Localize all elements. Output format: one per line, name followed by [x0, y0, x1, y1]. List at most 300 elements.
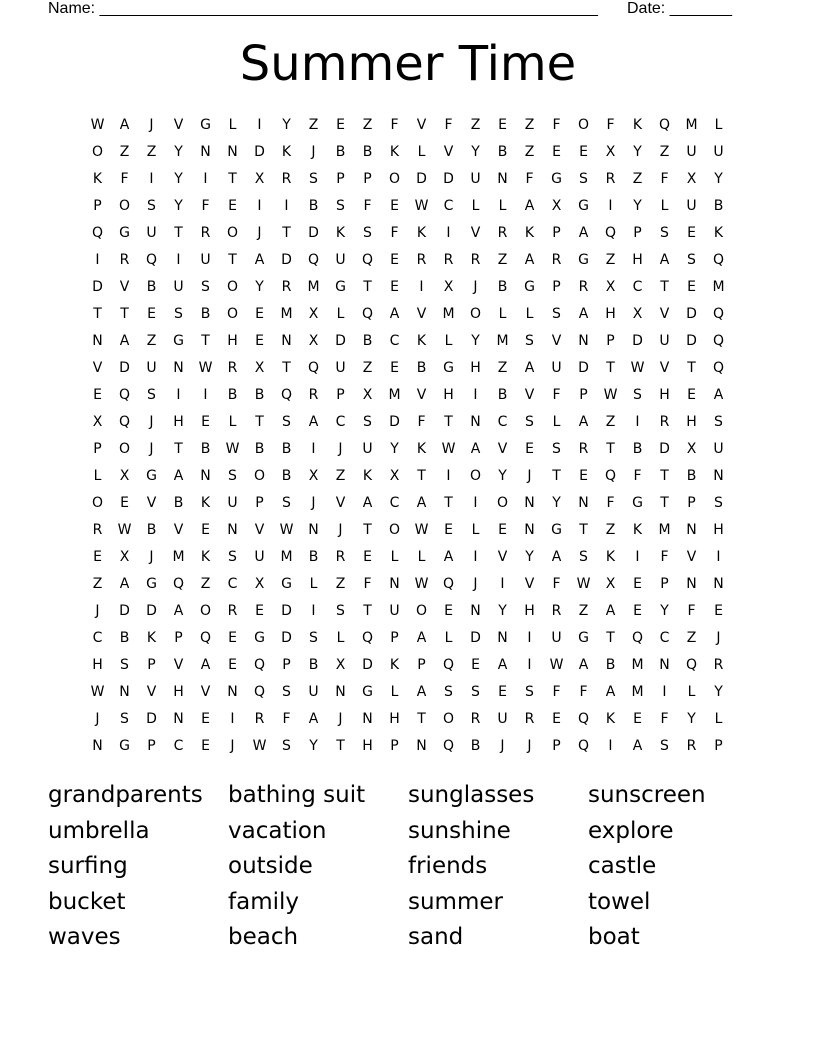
grid-letter: X	[362, 387, 373, 403]
grid-letter: S	[714, 495, 723, 511]
grid-letter: I	[176, 387, 181, 403]
grid-letter: Y	[714, 171, 723, 187]
grid-letter: U	[551, 360, 562, 376]
grid-letter: T	[363, 279, 372, 295]
grid-letter: U	[713, 144, 724, 160]
grid-letter: U	[713, 441, 724, 457]
grid-letter: A	[659, 252, 670, 268]
grid-letter: X	[389, 468, 400, 484]
grid-letter: P	[147, 738, 156, 754]
grid-letter: B	[362, 333, 373, 349]
grid-letter: L	[498, 198, 507, 214]
grid-letter: T	[336, 738, 345, 754]
grid-row	[84, 274, 732, 301]
grid-letter: O	[253, 468, 266, 484]
grid-letter: B	[335, 144, 346, 160]
grid-letter: E	[390, 360, 399, 376]
grid-letter: X	[551, 198, 562, 214]
grid-letter: W	[630, 360, 645, 376]
grid-letter: P	[147, 657, 156, 673]
grid-letter: V	[416, 306, 427, 322]
grid-letter: B	[254, 441, 265, 457]
grid-letter: L	[525, 306, 534, 322]
grid-letter: N	[713, 468, 724, 484]
grid-letter: X	[605, 279, 616, 295]
grid-letter: A	[173, 468, 184, 484]
grid-letter: Z	[497, 360, 508, 376]
grid-letter: K	[335, 225, 346, 241]
grid-letter: V	[416, 117, 427, 133]
grid-letter: R	[335, 549, 346, 565]
grid-row	[84, 193, 732, 220]
grid-letter: E	[444, 522, 453, 538]
word-list-item: family	[228, 888, 299, 915]
grid-letter: B	[281, 468, 292, 484]
grid-letter: T	[282, 360, 291, 376]
grid-letter: L	[336, 306, 345, 322]
grid-letter: U	[200, 252, 211, 268]
grid-letter: T	[417, 711, 426, 727]
grid-letter: L	[390, 684, 399, 700]
word-list-item: beach	[228, 924, 299, 950]
grid-row	[84, 355, 732, 382]
grid-letter: W	[414, 576, 429, 592]
grid-letter: A	[605, 684, 616, 700]
grid-letter: R	[92, 522, 103, 538]
grid-letter: N	[578, 495, 589, 511]
grid-letter: Y	[174, 171, 183, 187]
grid-letter: D	[686, 306, 697, 322]
grid-letter: F	[552, 387, 561, 403]
grid-letter: P	[282, 657, 291, 673]
grid-letter: T	[174, 225, 183, 241]
grid-letter: N	[497, 630, 508, 646]
grid-letter: V	[173, 657, 184, 673]
grid-letter: F	[390, 117, 399, 133]
grid-letter: I	[149, 171, 154, 187]
grid-letter: S	[120, 711, 129, 727]
grid-letter: T	[282, 225, 291, 241]
grid-letter: M	[280, 306, 293, 322]
grid-letter: P	[633, 225, 642, 241]
grid-letter: T	[93, 306, 102, 322]
grid-letter: B	[362, 144, 373, 160]
grid-letter: V	[146, 684, 157, 700]
grid-letter: Y	[471, 144, 480, 160]
grid-letter: Q	[307, 360, 320, 376]
grid-letter: A	[497, 657, 508, 673]
grid-letter: K	[713, 225, 724, 241]
grid-row	[84, 382, 732, 409]
word-list-item: grandparents	[48, 782, 203, 808]
grid-letter: K	[416, 441, 427, 457]
grid-row	[84, 166, 732, 193]
grid-letter: Y	[174, 144, 183, 160]
grid-letter: C	[92, 630, 103, 646]
grid-letter: O	[469, 306, 482, 322]
grid-letter: P	[579, 387, 588, 403]
grid-letter: M	[172, 549, 185, 565]
grid-letter: S	[363, 414, 372, 430]
grid-letter: E	[687, 279, 696, 295]
grid-letter: Q	[712, 252, 725, 268]
grid-letter: C	[497, 414, 508, 430]
grid-letter: L	[417, 549, 426, 565]
word-list-item: vacation	[228, 817, 327, 844]
grid-letter: D	[389, 414, 400, 430]
grid-letter: I	[446, 225, 451, 241]
grid-letter: D	[308, 225, 319, 241]
grid-letter: O	[388, 171, 401, 187]
grid-letter: N	[713, 576, 724, 592]
grid-letter: V	[119, 279, 130, 295]
grid-letter: S	[363, 225, 372, 241]
grid-letter: B	[146, 522, 157, 538]
grid-letter: C	[659, 630, 670, 646]
grid-letter: F	[660, 549, 669, 565]
grid-letter: Z	[605, 252, 616, 268]
grid-letter: I	[473, 387, 478, 403]
grid-letter: N	[200, 468, 211, 484]
grid-letter: L	[444, 333, 453, 349]
grid-letter: B	[497, 387, 508, 403]
grid-letter: Q	[604, 225, 617, 241]
grid-letter: E	[255, 603, 264, 619]
grid-letter: Z	[686, 630, 697, 646]
grid-letter: S	[228, 549, 237, 565]
grid-letter: P	[255, 495, 264, 511]
grid-letter: U	[227, 495, 238, 511]
grid-letter: G	[443, 360, 454, 376]
grid-letter: O	[226, 225, 239, 241]
grid-letter: S	[525, 414, 534, 430]
grid-letter: N	[200, 144, 211, 160]
grid-letter: J	[149, 414, 154, 430]
grid-letter: C	[632, 279, 643, 295]
grid-letter: S	[552, 441, 561, 457]
grid-letter: L	[390, 549, 399, 565]
grid-letter: Z	[578, 603, 589, 619]
grid-letter: I	[608, 198, 613, 214]
grid-letter: Q	[577, 738, 590, 754]
grid-letter: C	[227, 576, 238, 592]
grid-letter: D	[686, 333, 697, 349]
header-line	[48, 0, 748, 20]
grid-letter: Z	[362, 117, 373, 133]
grid-letter: S	[714, 414, 723, 430]
grid-letter: M	[280, 549, 293, 565]
grid-letter: Y	[552, 495, 561, 511]
grid-letter: K	[389, 144, 400, 160]
grid-row	[84, 679, 732, 706]
grid-letter: I	[500, 576, 505, 592]
grid-letter: V	[200, 684, 211, 700]
grid-letter: P	[363, 171, 372, 187]
grid-letter: X	[308, 306, 319, 322]
date-field-label: Date: _______	[627, 0, 732, 17]
grid-letter: O	[469, 468, 482, 484]
grid-letter: M	[658, 522, 671, 538]
grid-letter: S	[471, 684, 480, 700]
grid-letter: I	[635, 549, 640, 565]
grid-row	[84, 544, 732, 571]
grid-letter: W	[90, 684, 105, 700]
grid-letter: L	[444, 630, 453, 646]
grid-letter: E	[255, 333, 264, 349]
grid-letter: J	[257, 225, 262, 241]
grid-letter: B	[713, 198, 724, 214]
grid-letter: F	[390, 225, 399, 241]
grid-letter: X	[605, 576, 616, 592]
grid-letter: R	[470, 252, 481, 268]
grid-letter: J	[95, 711, 100, 727]
grid-letter: G	[578, 198, 589, 214]
grid-letter: J	[149, 549, 154, 565]
grid-letter: N	[497, 171, 508, 187]
grid-letter: I	[662, 684, 667, 700]
grid-letter: K	[389, 657, 400, 673]
word-list-item: sunscreen	[588, 782, 706, 808]
grid-letter: C	[335, 414, 346, 430]
grid-letter: K	[416, 333, 427, 349]
grid-letter: R	[524, 711, 535, 727]
grid-letter: G	[632, 495, 643, 511]
grid-letter: J	[716, 630, 721, 646]
grid-letter: Q	[577, 711, 590, 727]
grid-letter: A	[308, 711, 319, 727]
grid-letter: F	[525, 171, 534, 187]
word-list-item: sand	[408, 924, 464, 950]
grid-letter: V	[173, 522, 184, 538]
grid-letter: Z	[524, 117, 535, 133]
grid-letter: T	[363, 603, 372, 619]
grid-letter: K	[632, 522, 643, 538]
grid-letter: R	[200, 225, 211, 241]
grid-letter: U	[308, 684, 319, 700]
grid-letter: L	[552, 414, 561, 430]
grid-letter: W	[279, 522, 294, 538]
grid-letter: V	[524, 387, 535, 403]
word-list-item: boat	[588, 924, 640, 950]
grid-letter: D	[281, 252, 292, 268]
grid-letter: K	[605, 549, 616, 565]
grid-letter: A	[389, 306, 400, 322]
grid-letter: S	[147, 198, 156, 214]
grid-letter: X	[308, 333, 319, 349]
grid-letter: N	[416, 738, 427, 754]
grid-letter: K	[92, 171, 103, 187]
grid-letter: H	[173, 684, 184, 700]
grid-letter: B	[497, 144, 508, 160]
grid-letter: T	[201, 333, 210, 349]
grid-letter: A	[524, 360, 535, 376]
grid-letter: R	[551, 603, 562, 619]
grid-letter: L	[228, 117, 237, 133]
grid-letter: J	[338, 441, 343, 457]
grid-letter: J	[473, 576, 478, 592]
grid-letter: M	[388, 387, 401, 403]
grid-letter: R	[578, 279, 589, 295]
grid-letter: X	[686, 441, 697, 457]
grid-letter: H	[632, 252, 643, 268]
grid-letter: R	[227, 603, 238, 619]
grid-letter: D	[119, 360, 130, 376]
grid-letter: T	[228, 171, 237, 187]
grid-letter: A	[362, 495, 373, 511]
grid-letter: E	[120, 495, 129, 511]
grid-letter: X	[254, 576, 265, 592]
grid-letter: C	[173, 738, 184, 754]
grid-letter: H	[713, 522, 724, 538]
grid-letter: E	[633, 711, 642, 727]
grid-letter: F	[687, 603, 696, 619]
grid-letter: I	[473, 549, 478, 565]
grid-letter: Q	[442, 738, 455, 754]
grid-letter: I	[635, 414, 640, 430]
grid-letter: T	[174, 441, 183, 457]
grid-letter: D	[92, 279, 103, 295]
grid-letter: W	[414, 522, 429, 538]
grid-letter: E	[201, 738, 210, 754]
grid-letter: N	[470, 603, 481, 619]
grid-letter: O	[118, 441, 131, 457]
grid-letter: S	[228, 468, 237, 484]
grid-letter: S	[336, 603, 345, 619]
grid-letter: Z	[335, 468, 346, 484]
grid-letter: Q	[253, 657, 266, 673]
grid-letter: A	[524, 198, 535, 214]
grid-letter: F	[363, 576, 372, 592]
grid-letter: U	[686, 144, 697, 160]
grid-letter: S	[552, 306, 561, 322]
grid-letter: Z	[497, 252, 508, 268]
grid-letter: T	[417, 468, 426, 484]
grid-letter: J	[149, 117, 154, 133]
grid-letter: Y	[255, 279, 264, 295]
grid-letter: N	[335, 684, 346, 700]
grid-row	[84, 733, 732, 760]
grid-letter: U	[686, 198, 697, 214]
grid-letter: Z	[605, 414, 616, 430]
grid-letter: R	[551, 252, 562, 268]
grid-letter: D	[632, 333, 643, 349]
grid-letter: P	[390, 630, 399, 646]
grid-letter: L	[687, 684, 696, 700]
grid-letter: Q	[442, 657, 455, 673]
grid-letter: E	[228, 198, 237, 214]
grid-letter: Z	[632, 171, 643, 187]
grid-letter: I	[527, 657, 532, 673]
grid-letter: I	[203, 387, 208, 403]
grid-letter: S	[525, 684, 534, 700]
grid-letter: A	[119, 576, 130, 592]
grid-letter: U	[254, 549, 265, 565]
grid-letter: Z	[146, 144, 157, 160]
grid-letter: S	[579, 549, 588, 565]
word-list-item: bucket	[48, 888, 126, 915]
grid-letter: J	[95, 603, 100, 619]
grid-letter: O	[388, 522, 401, 538]
grid-letter: X	[335, 657, 346, 673]
grid-letter: D	[281, 603, 292, 619]
grid-letter: N	[389, 576, 400, 592]
grid-letter: O	[226, 306, 239, 322]
grid-letter: K	[416, 225, 427, 241]
grid-letter: X	[92, 414, 103, 430]
grid-letter: S	[525, 333, 534, 349]
grid-letter: H	[686, 414, 697, 430]
grid-letter: I	[527, 630, 532, 646]
grid-letter: W	[117, 522, 132, 538]
grid-row	[84, 517, 732, 544]
grid-letter: I	[716, 549, 721, 565]
grid-letter: E	[498, 117, 507, 133]
grid-letter: D	[119, 603, 130, 619]
grid-letter: U	[389, 603, 400, 619]
grid-letter: S	[282, 495, 291, 511]
grid-letter: Q	[361, 252, 374, 268]
grid-row	[84, 139, 732, 166]
grid-letter: O	[226, 279, 239, 295]
grid-letter: X	[443, 279, 454, 295]
grid-letter: T	[444, 495, 453, 511]
grid-letter: K	[200, 549, 211, 565]
grid-letter: G	[254, 630, 265, 646]
grid-letter: R	[713, 657, 724, 673]
grid-letter: W	[441, 441, 456, 457]
grid-letter: Y	[687, 711, 696, 727]
grid-letter: Z	[146, 333, 157, 349]
grid-letter: I	[203, 171, 208, 187]
grid-letter: T	[444, 414, 453, 430]
grid-letter: G	[146, 576, 157, 592]
grid-letter: Y	[525, 549, 534, 565]
grid-letter: N	[524, 522, 535, 538]
grid-letter: G	[119, 738, 130, 754]
grid-letter: A	[551, 549, 562, 565]
grid-letter: I	[311, 441, 316, 457]
grid-letter: S	[444, 684, 453, 700]
grid-letter: T	[363, 522, 372, 538]
grid-letter: N	[686, 576, 697, 592]
grid-letter: X	[308, 468, 319, 484]
grid-letter: Z	[659, 144, 670, 160]
grid-letter: Y	[174, 198, 183, 214]
grid-letter: Z	[92, 576, 103, 592]
grid-letter: A	[308, 414, 319, 430]
grid-letter: A	[416, 495, 427, 511]
grid-letter: V	[686, 549, 697, 565]
grid-letter: E	[93, 549, 102, 565]
grid-letter: G	[146, 468, 157, 484]
grid-letter: D	[362, 657, 373, 673]
grid-letter: O	[496, 495, 509, 511]
grid-row	[84, 301, 732, 328]
grid-letter: L	[336, 630, 345, 646]
grid-letter: F	[660, 171, 669, 187]
grid-letter: M	[685, 117, 698, 133]
grid-letter: Q	[685, 657, 698, 673]
grid-letter: Q	[361, 630, 374, 646]
grid-letter: N	[470, 414, 481, 430]
grid-letter: R	[578, 441, 589, 457]
grid-letter: N	[92, 333, 103, 349]
grid-letter: W	[198, 360, 213, 376]
grid-letter: Q	[658, 117, 671, 133]
grid-letter: S	[336, 198, 345, 214]
grid-letter: S	[120, 657, 129, 673]
grid-letter: A	[578, 225, 589, 241]
